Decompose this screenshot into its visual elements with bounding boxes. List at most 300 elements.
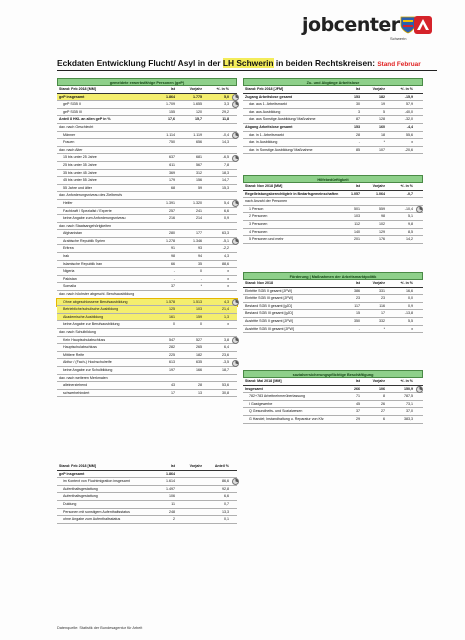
cell-c1: 248	[169, 509, 175, 514]
cell-c3: 0,9	[408, 303, 413, 308]
cell-c3: 4,3	[224, 299, 229, 304]
row-label: im Kontext von Fluchtmigration insgesamt	[63, 479, 130, 484]
row-label: Afghanistan	[63, 231, 82, 236]
cell-c3: 14,7	[222, 178, 229, 183]
table-row	[57, 509, 237, 517]
row-label: Frauen	[63, 140, 75, 145]
row-label: Irak	[63, 254, 69, 259]
cell-c1: 2	[173, 517, 175, 522]
row-label: 15 bis unter 25 Jahre	[63, 155, 97, 160]
cell-c2: 527	[196, 337, 202, 342]
cell-c1: 1.057	[351, 191, 360, 196]
cell-c1: Ist	[355, 87, 360, 91]
cell-c2: 94	[198, 254, 202, 259]
table-row	[243, 109, 423, 117]
row-label: 1 Person	[249, 206, 264, 211]
cell-c1: 282	[169, 345, 175, 350]
row-label: 55 Jahre und älter	[63, 185, 92, 190]
cell-c2: 26	[381, 401, 385, 406]
cell-c3: -5,1	[222, 238, 229, 243]
pie-indicator-icon	[232, 337, 239, 344]
cell-c1: 15	[356, 311, 360, 316]
cell-c1: 68	[171, 185, 175, 190]
table-row	[57, 352, 237, 360]
cell-c2: 1.513	[193, 299, 202, 304]
cell-c3: Anteil %	[214, 464, 229, 468]
row-label: geP SGB II	[63, 102, 81, 107]
pie-indicator-icon	[232, 200, 239, 207]
panel-title: gemeldete erwerbsfähige Personen (geP)	[57, 78, 237, 86]
cell-c3: 5,1	[408, 214, 413, 219]
cell-c2: 28	[198, 383, 202, 388]
table-row	[243, 132, 423, 140]
cell-c3: x	[227, 269, 229, 274]
row-label: Q Gesundheits- und Sozialwesen	[249, 409, 303, 414]
table-row	[243, 221, 423, 229]
table-row	[57, 516, 237, 524]
cell-c1: 28	[356, 132, 360, 137]
cell-c1: 37	[356, 409, 360, 414]
row-label: Personen mit sonstigem Aufenthaltsstatus	[63, 509, 130, 514]
cell-c2: 23	[381, 296, 385, 301]
row-label: Stand: Feb 2018 [JFM]	[245, 87, 284, 91]
cell-c2: 17	[381, 311, 385, 316]
row-label: Eintritte SGB II gesamt [JFW]	[245, 288, 292, 293]
logo-text: jobcenter	[302, 14, 400, 36]
row-label: 4 Personen	[249, 229, 268, 234]
row-label: Helfer	[63, 200, 73, 205]
row-label: 3 Personen	[249, 221, 268, 226]
cell-c2: 312	[196, 170, 202, 175]
cell-c2: 156	[196, 178, 202, 183]
row-label: Stand: Feb 2018 [MM]	[59, 464, 96, 468]
cell-c3: 6,4	[224, 345, 229, 350]
table-row	[243, 310, 423, 318]
cell-c1: 257	[169, 208, 175, 213]
table-row	[57, 177, 237, 185]
cell-c3: 29,2	[222, 109, 229, 114]
table-row	[57, 86, 237, 94]
row-label: dar. aus 1. Arbeitsmarkt	[249, 102, 287, 107]
table-row	[243, 147, 423, 155]
table-row	[57, 261, 237, 269]
cell-c3: 6,6	[224, 208, 229, 213]
cell-c3: 18,7	[222, 367, 229, 372]
row-label: alleinerziehend	[63, 383, 88, 388]
cell-c3: -4,4	[406, 124, 413, 129]
cell-c3: -40,0	[404, 109, 413, 114]
cell-c1: 369	[169, 170, 175, 175]
cell-c2: -	[200, 276, 202, 281]
row-label: Arabische Republik Syrien	[63, 238, 106, 243]
table-row	[57, 101, 237, 109]
cell-c3: +/- in %	[216, 87, 229, 91]
pie-indicator-icon	[232, 94, 239, 101]
table-row	[243, 191, 423, 199]
table-row	[57, 359, 237, 367]
cell-c2: 567	[196, 162, 202, 167]
cell-c3: x	[227, 322, 229, 327]
row-label: Insgesamt	[245, 386, 263, 391]
cell-c1: Ist	[355, 184, 360, 188]
cell-c1: 611	[169, 162, 175, 167]
cell-c2: 1.119	[193, 132, 202, 137]
cell-c1: 103	[354, 214, 360, 219]
cell-c3: +/- in %	[400, 87, 413, 91]
title-highlight: LH Schwerin	[222, 58, 274, 68]
labour-market-measures-panel	[243, 272, 423, 333]
cell-c2: 8	[383, 394, 385, 399]
table-row	[57, 208, 237, 216]
table-row	[57, 276, 237, 284]
row-label: Austritte SGB III gesamt [JFW]	[245, 326, 294, 331]
cell-c2: *	[200, 284, 202, 289]
title-prefix: Eckdaten Entwicklung Flucht/ Asyl in der	[57, 58, 223, 68]
table-row	[57, 375, 237, 383]
table-row	[57, 463, 237, 471]
table-row	[57, 306, 237, 314]
cell-c2: 177	[196, 231, 202, 236]
table-row	[243, 280, 423, 288]
row-label: 782+783 Arbeitnehmerüberlassung	[249, 394, 306, 399]
cell-c2: 13	[198, 390, 202, 395]
cell-c3: 55,6	[406, 132, 413, 137]
row-label: G Handel; Instandhaltung u. Reparatur von Kfz	[249, 416, 324, 421]
row-label: dav. Anforderungsniveau des Zielberufs	[59, 193, 123, 198]
row-label: 25 bis unter 35 Jahre	[63, 162, 97, 167]
row-label: Abitur / (Fach-) Hochschulreife	[63, 360, 112, 365]
row-label: keine Angabe zur Berufsausbildung	[63, 322, 120, 327]
table-row	[243, 183, 423, 191]
cell-c2: 128	[379, 117, 385, 122]
row-label: ohne Angabe zum Aufenthaltsstatus	[63, 517, 121, 522]
cell-c3: 9,8	[408, 221, 413, 226]
cell-c3: +/- in %	[400, 379, 413, 383]
row-label: geP insgesamt	[59, 471, 85, 476]
row-label: Stand: Feb 2018 [MM]	[59, 87, 96, 91]
cell-c3: +/- in %	[400, 281, 413, 285]
row-label: Hauptschulabschluss	[63, 345, 97, 350]
row-label: dar. aus Ausbildung	[249, 109, 281, 114]
table-row	[57, 185, 237, 193]
cell-c3: 92,8	[222, 486, 229, 491]
cell-c3: 21,4	[222, 307, 229, 312]
table-row	[57, 238, 237, 246]
cell-c2: 176	[379, 237, 385, 242]
row-label: I Gastgewerbe	[249, 401, 273, 406]
cell-c1: 225	[169, 352, 175, 357]
pie-indicator-icon	[416, 206, 423, 213]
cell-c2: 18	[381, 132, 385, 137]
table-row	[243, 139, 423, 147]
row-label: 35 bis unter 45 Jahre	[63, 170, 97, 175]
cell-c2: 1.064	[376, 191, 385, 196]
cell-c3: 150,9	[404, 386, 413, 391]
cell-c1: Ist	[170, 464, 175, 468]
cell-c3: 30,8	[222, 390, 229, 395]
row-label: Zugang Arbeitslose gesamt	[245, 94, 292, 99]
cell-c1: 98	[171, 254, 175, 259]
table-row	[57, 215, 237, 223]
cell-c1: 1.864	[166, 94, 175, 99]
cell-c1: 501	[354, 206, 360, 211]
cell-c1: 1.497	[166, 486, 175, 491]
table-row	[243, 236, 423, 244]
cell-c1: 140	[354, 229, 360, 234]
table-row	[243, 408, 423, 416]
cell-c1: 216	[169, 216, 175, 221]
row-label: Aufenthaltsgestattung	[63, 494, 98, 499]
row-label: dav. nach Schulbildung	[59, 330, 96, 334]
table-row	[243, 393, 423, 401]
table-row	[57, 471, 237, 479]
cell-c3: -15,9	[404, 94, 413, 99]
table-row	[57, 124, 237, 132]
table-row	[57, 245, 237, 253]
cell-c2: 160	[379, 124, 385, 129]
cell-c3: 37,0	[406, 409, 413, 414]
jobcenter-logo	[296, 10, 436, 44]
table-row	[243, 86, 423, 94]
row-label: dar. in Sonstige Ausbildung/ Maßnahme	[249, 147, 313, 152]
table-row	[57, 223, 237, 231]
cell-c1: 45	[356, 401, 360, 406]
need-for-assistance-panel	[243, 175, 423, 244]
cell-c2: 120	[196, 109, 202, 114]
cell-c1: 153	[354, 124, 360, 129]
table-row	[57, 139, 237, 147]
cell-c1: 0	[173, 322, 175, 327]
table-row	[57, 291, 237, 299]
residence-status-panel	[57, 463, 237, 524]
cell-c1: 17	[171, 390, 175, 395]
pie-indicator-icon	[232, 132, 239, 139]
row-label: 5 Personen und mehr	[249, 237, 284, 242]
row-label: Bestand SGB III gesamt [gJD]	[245, 311, 293, 316]
cell-c2: *	[383, 326, 385, 331]
row-label: keine Angabe zum Anforderungsniveau	[63, 216, 126, 221]
table-row	[243, 101, 423, 109]
arrow-shape	[414, 16, 432, 34]
table-row	[57, 299, 237, 307]
persons-panel	[57, 78, 237, 397]
row-label: dar. in 1. Arbeitsmarkt	[249, 132, 284, 137]
cell-c1: 1.614	[166, 479, 175, 484]
cell-c3: 14,2	[406, 237, 413, 242]
table-row	[57, 268, 237, 276]
cell-c3: 15,3	[222, 185, 229, 190]
row-label: dav. nach weiteren Merkmalen	[59, 375, 108, 380]
cell-c2: 332	[379, 318, 385, 323]
table-row	[57, 314, 237, 322]
pie-indicator-icon	[232, 238, 239, 245]
cell-c3: 11,8	[222, 117, 229, 122]
table-row	[57, 253, 237, 261]
table-row	[57, 501, 237, 509]
cell-c1: 37	[171, 284, 175, 289]
pie-indicator-icon	[416, 386, 423, 393]
table-row	[57, 94, 237, 102]
cell-c3: x	[227, 276, 229, 281]
row-label: geP SGB III	[63, 109, 82, 114]
row-label: Abgang Arbeitslose gesamt	[245, 124, 293, 129]
table-row	[243, 326, 423, 334]
page-title	[57, 58, 421, 68]
cell-c3: 73,1	[406, 401, 413, 406]
cell-c3: 88,6	[222, 261, 229, 266]
row-label: Kein Hauptschulabschluss	[63, 337, 106, 342]
cell-c1: 1.709	[166, 102, 175, 107]
footer-source: Datenquelle: Statistik der Bundesagentur für Arbeit	[57, 626, 143, 630]
cell-c2: 214	[196, 216, 202, 221]
cell-c2: 59	[198, 185, 202, 190]
cell-c1: 17,6	[168, 117, 175, 122]
cell-c3: x	[227, 284, 229, 289]
cell-c2: 116	[379, 303, 385, 308]
cell-c2: 635	[196, 360, 202, 365]
row-label: geP insgesamt	[59, 94, 85, 99]
table-row	[57, 154, 237, 162]
cell-c1: 23	[356, 296, 360, 301]
cell-c3: x	[411, 140, 413, 145]
cell-c2: 1.346	[193, 238, 202, 243]
cell-c3: 14,3	[222, 140, 229, 145]
cell-c1: 1.391	[166, 200, 175, 205]
cell-c2: 1.775	[193, 94, 202, 99]
cell-c2: 182	[379, 94, 385, 99]
panel-title: sozialversicherungspflichtige Beschäftigung	[243, 370, 423, 378]
table-row	[243, 94, 423, 102]
cell-c3: -10,4	[404, 206, 413, 211]
table-row	[57, 493, 237, 501]
cell-c3: 0,9	[224, 216, 229, 221]
cell-c1: 3	[358, 109, 360, 114]
employment-panel	[243, 370, 423, 424]
cell-c3: 23,6	[222, 352, 229, 357]
cell-c3: 16,6	[406, 288, 413, 293]
row-label: Anteil 8 HKL an allen geP in %	[59, 117, 111, 122]
table-row	[243, 303, 423, 311]
title-suffix: in beiden Rechtskreisen:	[273, 58, 376, 68]
table-row	[57, 147, 237, 155]
cell-c3: 86,6	[222, 479, 229, 484]
cell-c1: 29	[356, 416, 360, 421]
cell-c1: 350	[354, 318, 360, 323]
cell-c1: 613	[169, 360, 175, 365]
cell-c1: 1.864	[166, 471, 175, 476]
panel-title: Förderung | Maßnahmen der Arbeitsmarktpolitik	[243, 272, 423, 280]
pie-indicator-icon	[232, 101, 239, 108]
cell-c3: 5,0	[224, 94, 229, 99]
cell-c3: -20,6	[404, 147, 413, 152]
cell-c1: -	[173, 269, 175, 274]
cell-c3: 18,3	[222, 170, 229, 175]
row-label: Stand: Mai 2018 [MM]	[245, 379, 282, 383]
row-label: Pakistan	[63, 276, 77, 281]
cell-c1: 30	[356, 102, 360, 107]
cell-c1: 386	[354, 288, 360, 293]
row-label: dav. nach Staatsangehörigkeiten	[59, 223, 112, 228]
cell-c2: 27	[381, 409, 385, 414]
cell-c2: 6	[383, 416, 385, 421]
cell-c2: 35	[198, 261, 202, 266]
row-label: nach Anzahl der Personen	[245, 199, 288, 204]
cell-c2: Vorjahr	[372, 281, 385, 285]
cell-c3: -32,0	[404, 117, 413, 122]
cell-c2: Vorjahr	[189, 464, 202, 468]
cell-c3: 8,5	[408, 229, 413, 234]
cell-c1: 153	[354, 94, 360, 99]
table-row	[243, 378, 423, 386]
cell-c1: 637	[169, 155, 175, 160]
row-label: Männer	[63, 132, 76, 137]
cell-c3: -6,5	[222, 155, 229, 160]
cell-c3: 5,4	[224, 200, 229, 205]
cell-c2: 331	[379, 288, 385, 293]
cell-c1: 43	[171, 383, 175, 388]
cell-c3: 5,5	[408, 318, 413, 323]
row-label: Stand: Nov 2018 [MM]	[245, 184, 283, 188]
table-row	[243, 198, 423, 206]
cell-c3: -2,2	[222, 246, 229, 251]
cell-c1: 125	[169, 307, 175, 312]
cell-c2: 159	[196, 314, 202, 319]
cell-c1: 11	[171, 501, 175, 506]
table-row	[57, 192, 237, 200]
cell-c2: *	[383, 140, 385, 145]
row-label: Nigeria	[63, 269, 75, 274]
table-row	[57, 344, 237, 352]
cell-c1: 85	[356, 147, 360, 152]
row-label: dav. nach Geschlecht	[59, 124, 94, 129]
cell-c2: 98	[381, 214, 385, 219]
cell-c2: 93	[198, 246, 202, 251]
row-label: Akademische Ausbildung	[63, 314, 104, 319]
cell-c3: 1,3	[224, 314, 229, 319]
inflows-outflows-panel	[243, 78, 423, 154]
cell-c2: Vorjahr	[372, 379, 385, 383]
cell-c2: 103	[196, 307, 202, 312]
row-label: Bestand SGB II gesamt [gJD]	[245, 303, 292, 308]
table-row	[57, 283, 237, 291]
cell-c2: 19	[381, 102, 385, 107]
row-label: Austritte SGB II gesamt [JFW]	[245, 318, 293, 323]
row-label: Duldung	[63, 501, 77, 506]
cell-c2: 107	[379, 147, 385, 152]
cell-c2: 559	[379, 206, 385, 211]
row-label: dav. nach höchster abgeschl. Berufsausbildung	[59, 292, 135, 297]
table-row	[57, 162, 237, 170]
table-row	[57, 478, 237, 486]
cell-c1: 66	[171, 261, 175, 266]
table-row	[243, 401, 423, 409]
row-label: Fachkraft / Spezialist / Experte	[63, 208, 112, 213]
pie-indicator-icon	[232, 299, 239, 306]
row-label: Ohne abgeschlossene Berufsausbildung	[63, 299, 128, 304]
row-label: dar. in Ausbildung	[249, 140, 278, 145]
table-row	[57, 382, 237, 390]
row-label: 45 bis unter 55 Jahre	[63, 178, 97, 183]
panel-title: Hilfebedürftigkeit	[243, 175, 423, 183]
cell-c3: 6,6	[224, 494, 229, 499]
cell-c2: 656	[196, 140, 202, 145]
cell-c2: 681	[196, 155, 202, 160]
cell-c1: -	[173, 276, 175, 281]
cell-c3: 7,8	[224, 162, 229, 167]
cell-c1: Ist	[355, 281, 360, 285]
cell-c1: 155	[169, 109, 175, 114]
cell-c1: 71	[356, 394, 360, 399]
